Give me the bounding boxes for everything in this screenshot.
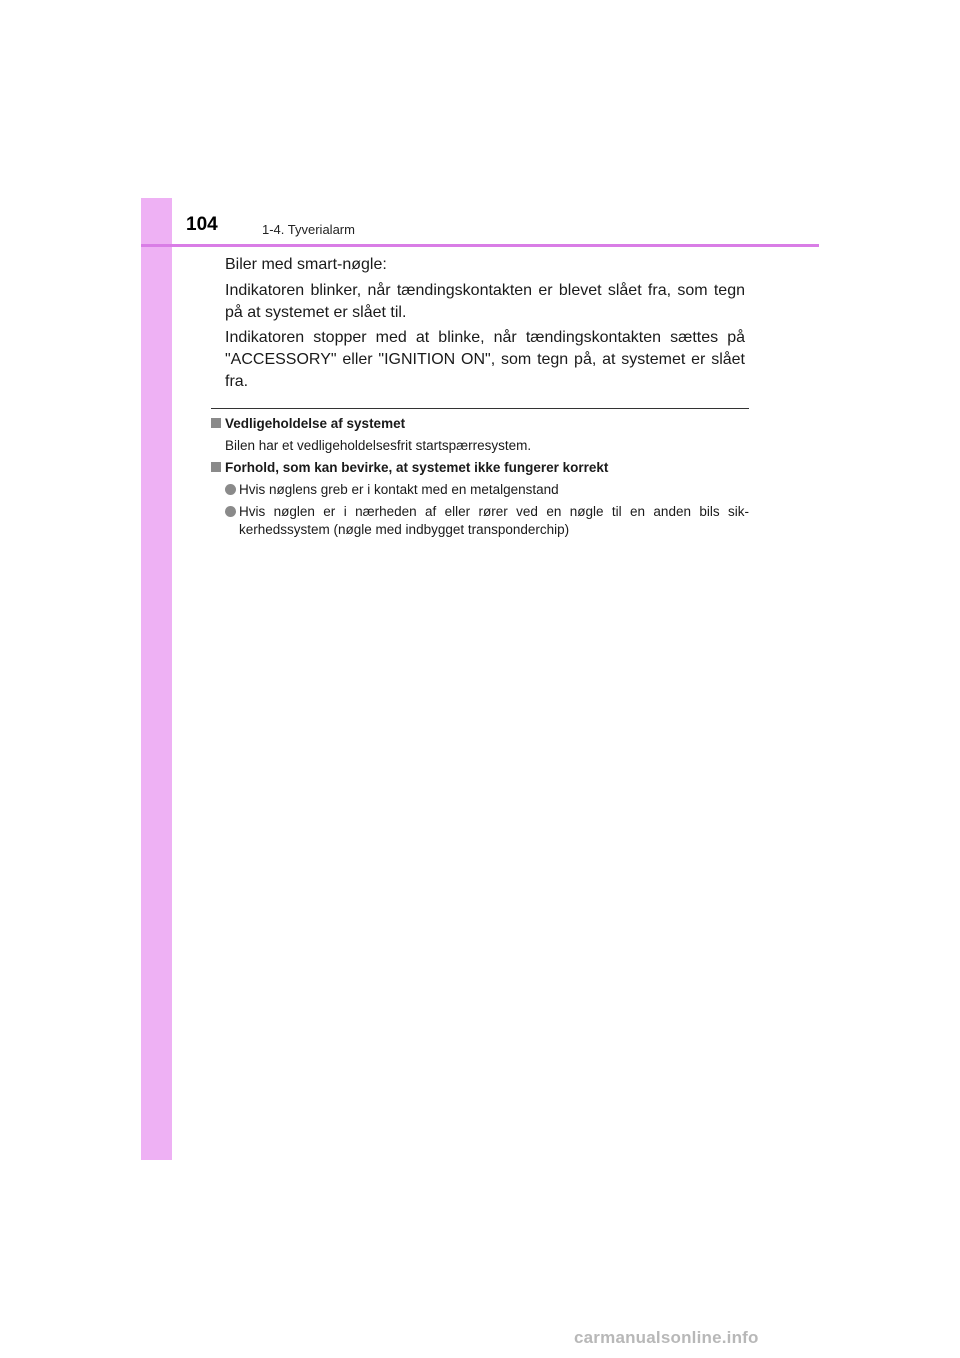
section-divider [211,408,749,409]
section-title: 1-4. Tyverialarm [262,222,355,237]
paragraph-indicator-stops: Indikatoren stopper med at blinke, når tændingskontakten sættes på "ACCESSORY" eller "IGNITION ON", som tegn på, at systemet er slået fra. [225,329,745,390]
list-item-text: Hvis nøglen er i nærheden af eller rører ved en nøgle til en anden bils sik-kerhedssystem (nøgle med indbygget transponderchip) [239,504,749,537]
header-rule [141,244,819,247]
square-bullet-icon [211,462,221,472]
note-heading-maintenance [211,416,405,431]
circle-bullet-icon [225,484,236,495]
list-item [225,503,749,539]
note-heading-conditions [211,460,608,475]
paragraph-smart-key: Biler med smart-nøgle: [225,256,387,273]
note-text-maintenance: Bilen har et vedligeholdelsesfrit startspærresystem. [225,438,532,453]
sidebar-color-band [141,198,172,1160]
note-heading-text: Vedligeholdelse af systemet [225,416,406,431]
watermark: carmanualsonline.info [574,1328,759,1347]
circle-bullet-icon [225,506,236,517]
square-bullet-icon [211,418,221,428]
paragraph-indicator-blinks: Indikatoren blinker, når tændingskontakten er blevet slået fra, som tegn på at systemet er slået til. [225,282,745,321]
list-item [225,481,749,499]
list-item-text: Hvis nøglens greb er i kontakt med en metalgenstand [239,482,559,497]
note-heading-text: Forhold, som kan bevirke, at systemet ikke fungerer korrekt [225,460,609,475]
page-number: 104 [186,214,218,235]
